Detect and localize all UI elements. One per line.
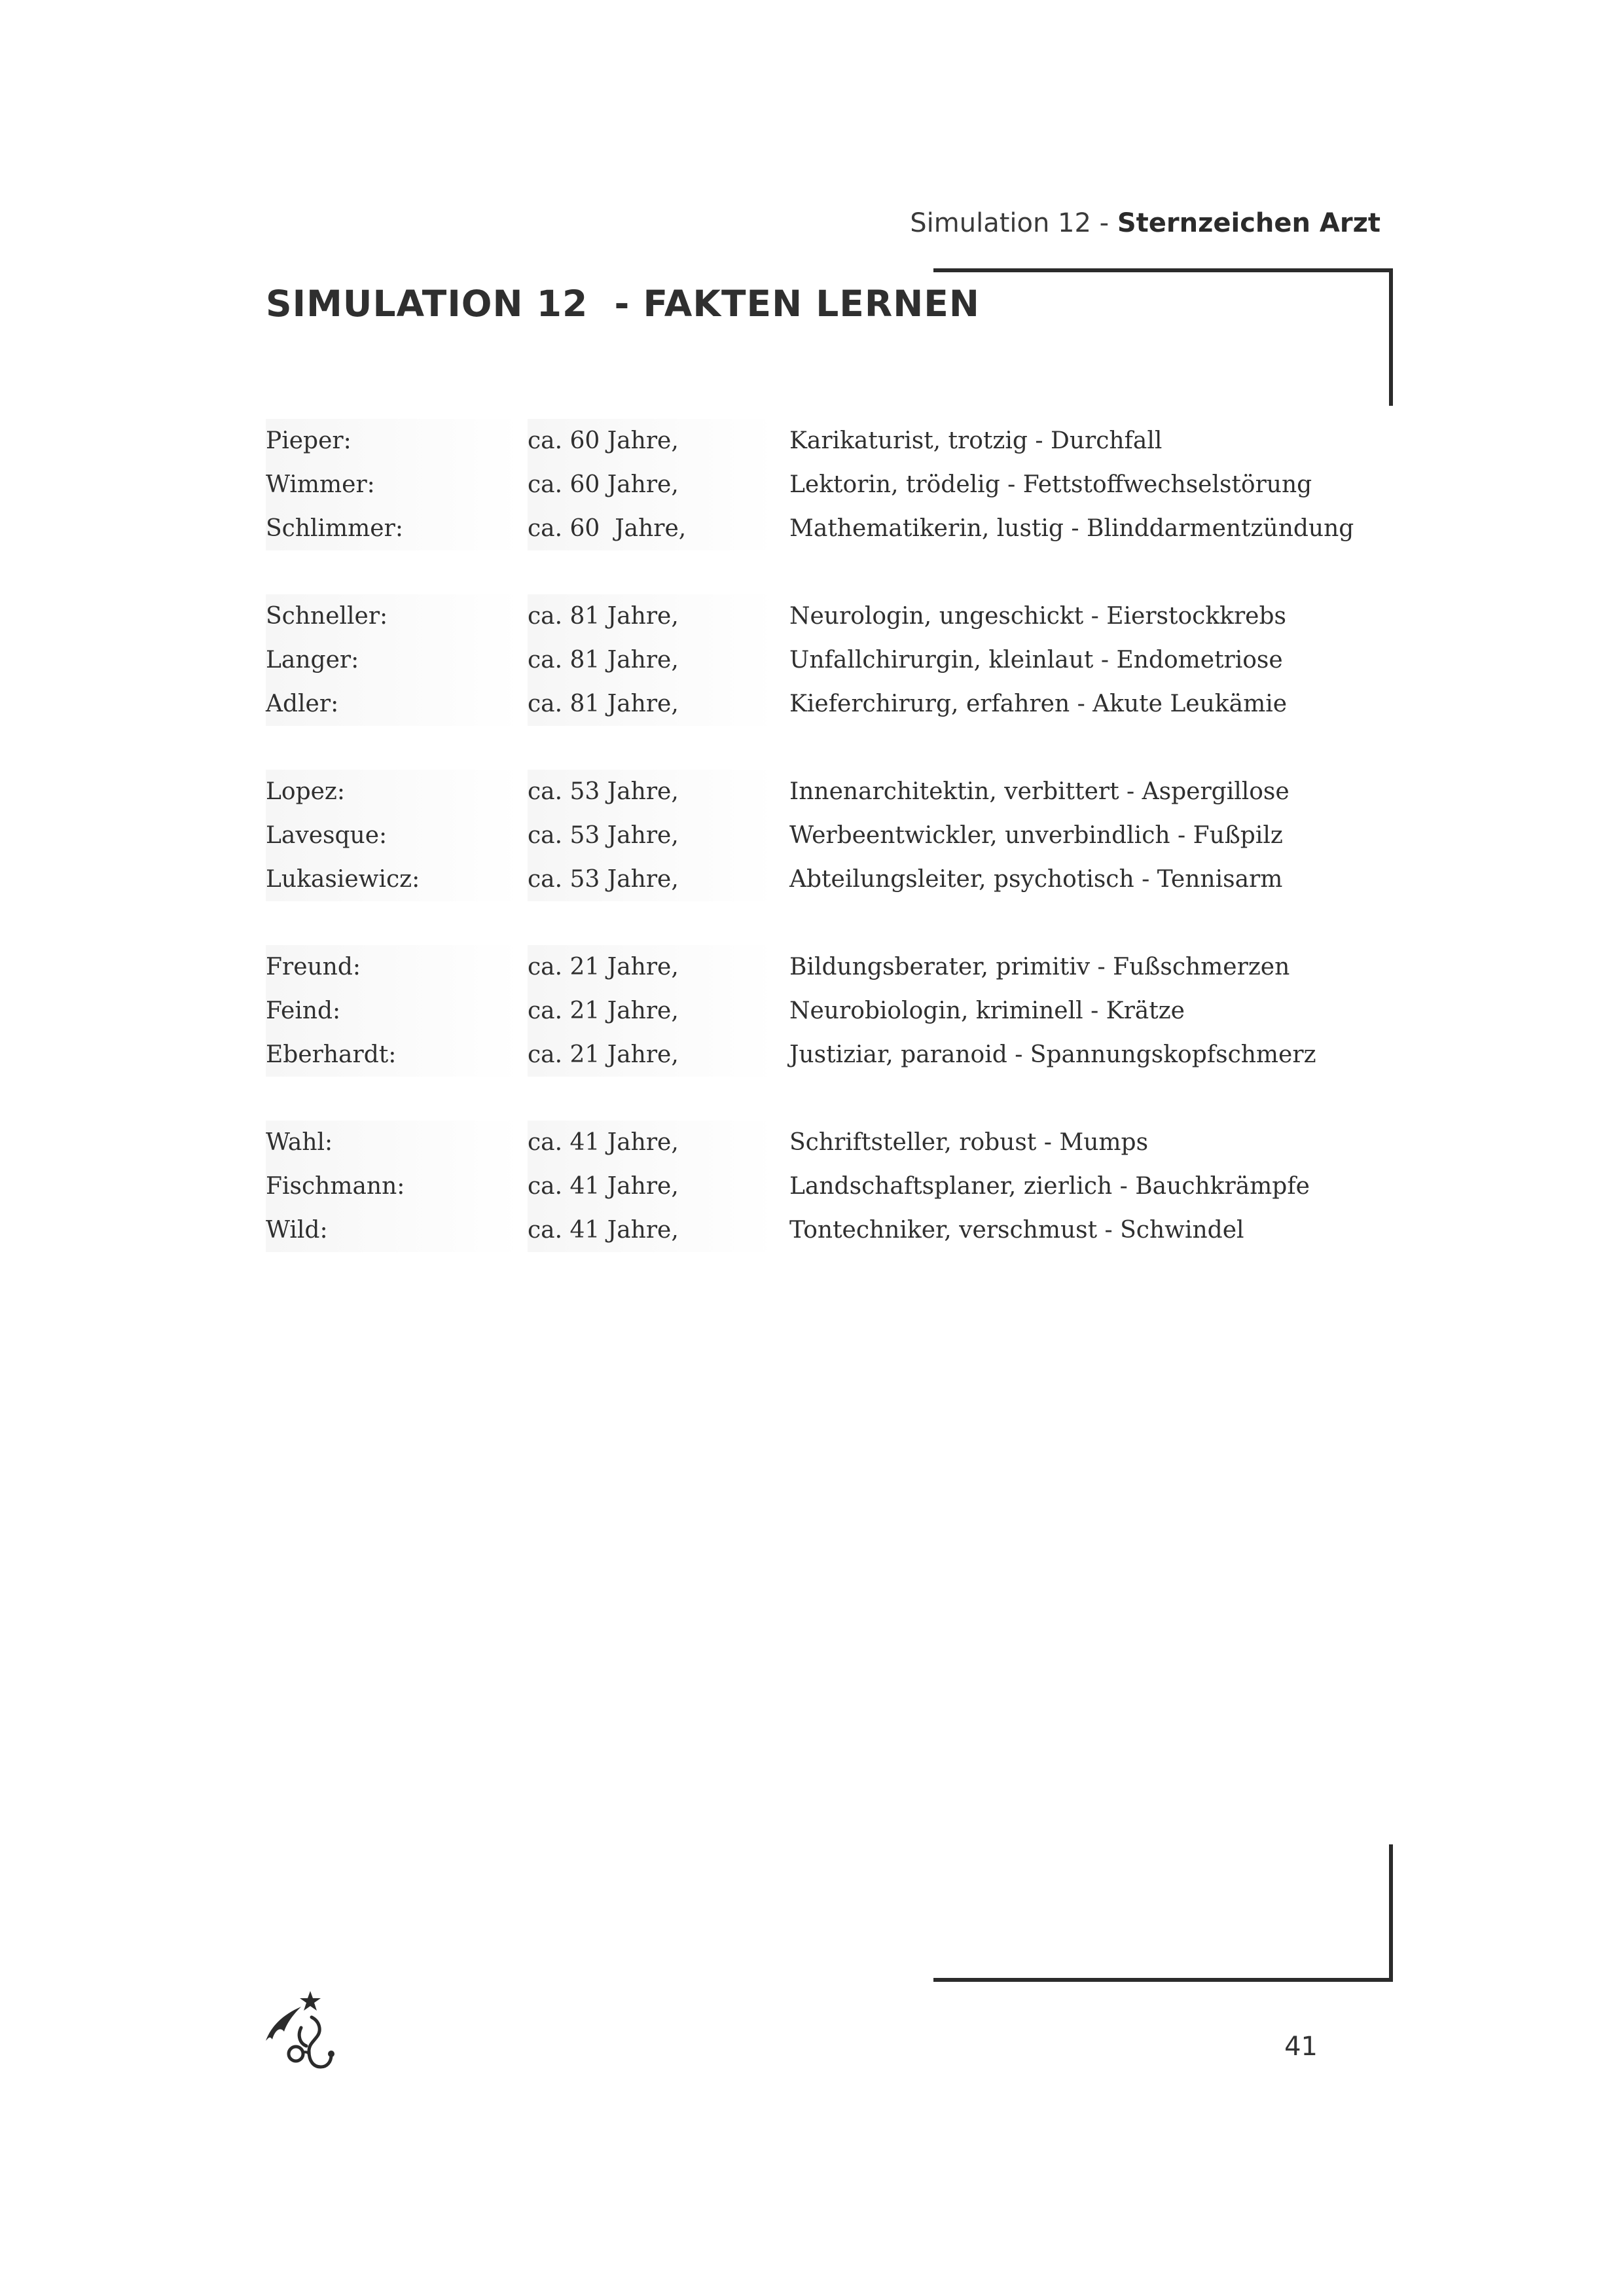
fact-row <box>266 507 1392 550</box>
running-header-bold: Sternzeichen Arzt <box>1117 208 1380 238</box>
facts-group <box>266 1121 1392 1252</box>
fact-row <box>266 1164 1392 1208</box>
fact-row <box>266 682 1392 726</box>
fact-age: ca. 81 Jahre, <box>528 638 776 682</box>
frame-corner-bottom-horizontal <box>933 1978 1393 1982</box>
frame-corner-top-horizontal <box>933 268 1393 272</box>
fact-description: Mathematikerin, lustig - Blinddarmentzündung <box>789 515 1354 542</box>
fact-description: Schriftsteller, robust - Mumps <box>789 1129 1149 1156</box>
fact-age: ca. 21 Jahre, <box>528 945 776 989</box>
fact-description: Werbeentwickler, unverbindlich - Fußpilz <box>789 822 1283 849</box>
page-title: SIMULATION 12 - FAKTEN LERNEN <box>266 283 980 325</box>
fact-age: ca. 41 Jahre, <box>528 1164 776 1208</box>
frame-corner-top-vertical <box>1389 268 1393 406</box>
fact-row <box>266 1208 1392 1252</box>
fact-name: Adler: <box>266 682 521 726</box>
fact-name: Langer: <box>266 638 521 682</box>
fact-name: Eberhardt: <box>266 1033 521 1077</box>
running-header-prefix: Simulation 12 - <box>910 208 1117 238</box>
fact-row <box>266 638 1392 682</box>
running-header <box>910 208 1380 238</box>
fact-name: Freund: <box>266 945 521 989</box>
fact-name: Wild: <box>266 1208 521 1252</box>
fact-row <box>266 945 1392 989</box>
page-number: 41 <box>1284 2032 1318 2062</box>
fact-description: Karikaturist, trotzig - Durchfall <box>789 427 1163 454</box>
fact-name: Schneller: <box>266 594 521 638</box>
fact-row <box>266 770 1392 814</box>
fact-name: Lavesque: <box>266 814 521 857</box>
fact-name: Feind: <box>266 989 521 1033</box>
frame-corner-bottom-vertical <box>1389 1844 1393 1982</box>
fact-row <box>266 989 1392 1033</box>
fact-row <box>266 419 1392 463</box>
fact-description: Neurologin, ungeschickt - Eierstockkrebs <box>789 603 1286 630</box>
fact-row <box>266 1033 1392 1077</box>
facts-group <box>266 594 1392 726</box>
fact-age: ca. 41 Jahre, <box>528 1208 776 1252</box>
fact-row <box>266 594 1392 638</box>
fact-name: Schlimmer: <box>266 507 521 550</box>
fact-name: Pieper: <box>266 419 521 463</box>
fact-description: Unfallchirurgin, kleinlaut - Endometriose <box>789 647 1283 673</box>
fact-description: Justiziar, paranoid - Spannungskopfschmerz <box>789 1041 1316 1068</box>
shooting-star-stethoscope-icon <box>263 1990 335 2075</box>
fact-age: ca. 41 Jahre, <box>528 1121 776 1164</box>
fact-age: ca. 60 Jahre, <box>528 507 776 550</box>
fact-description: Innenarchitektin, verbittert - Aspergillose <box>789 778 1290 805</box>
fact-age: ca. 60 Jahre, <box>528 463 776 507</box>
fact-name: Lukasiewicz: <box>266 857 521 901</box>
facts-group <box>266 770 1392 901</box>
fact-row <box>266 1121 1392 1164</box>
facts-group <box>266 945 1392 1077</box>
fact-row <box>266 463 1392 507</box>
fact-age: ca. 21 Jahre, <box>528 989 776 1033</box>
fact-age: ca. 53 Jahre, <box>528 770 776 814</box>
fact-name: Fischmann: <box>266 1164 521 1208</box>
fact-description: Kieferchirurg, erfahren - Akute Leukämie <box>789 691 1288 717</box>
fact-age: ca. 53 Jahre, <box>528 857 776 901</box>
fact-age: ca. 60 Jahre, <box>528 419 776 463</box>
fact-name: Wahl: <box>266 1121 521 1164</box>
facts-group <box>266 419 1392 550</box>
fact-description: Neurobiologin, kriminell - Krätze <box>789 997 1185 1024</box>
fact-age: ca. 81 Jahre, <box>528 594 776 638</box>
fact-description: Abteilungsleiter, psychotisch - Tennisarm <box>789 866 1283 893</box>
fact-age: ca. 53 Jahre, <box>528 814 776 857</box>
fact-row <box>266 814 1392 857</box>
fact-description: Lektorin, trödelig - Fettstoffwechselstörung <box>789 471 1312 498</box>
fact-description: Landschaftsplaner, zierlich - Bauchkrämpfe <box>789 1173 1310 1200</box>
fact-name: Wimmer: <box>266 463 521 507</box>
fact-description: Bildungsberater, primitiv - Fußschmerzen <box>789 954 1290 980</box>
fact-description: Tontechniker, verschmust - Schwindel <box>789 1217 1244 1244</box>
fact-row <box>266 857 1392 901</box>
fact-age: ca. 21 Jahre, <box>528 1033 776 1077</box>
fact-name: Lopez: <box>266 770 521 814</box>
fact-age: ca. 81 Jahre, <box>528 682 776 726</box>
facts-table <box>266 419 1392 1296</box>
